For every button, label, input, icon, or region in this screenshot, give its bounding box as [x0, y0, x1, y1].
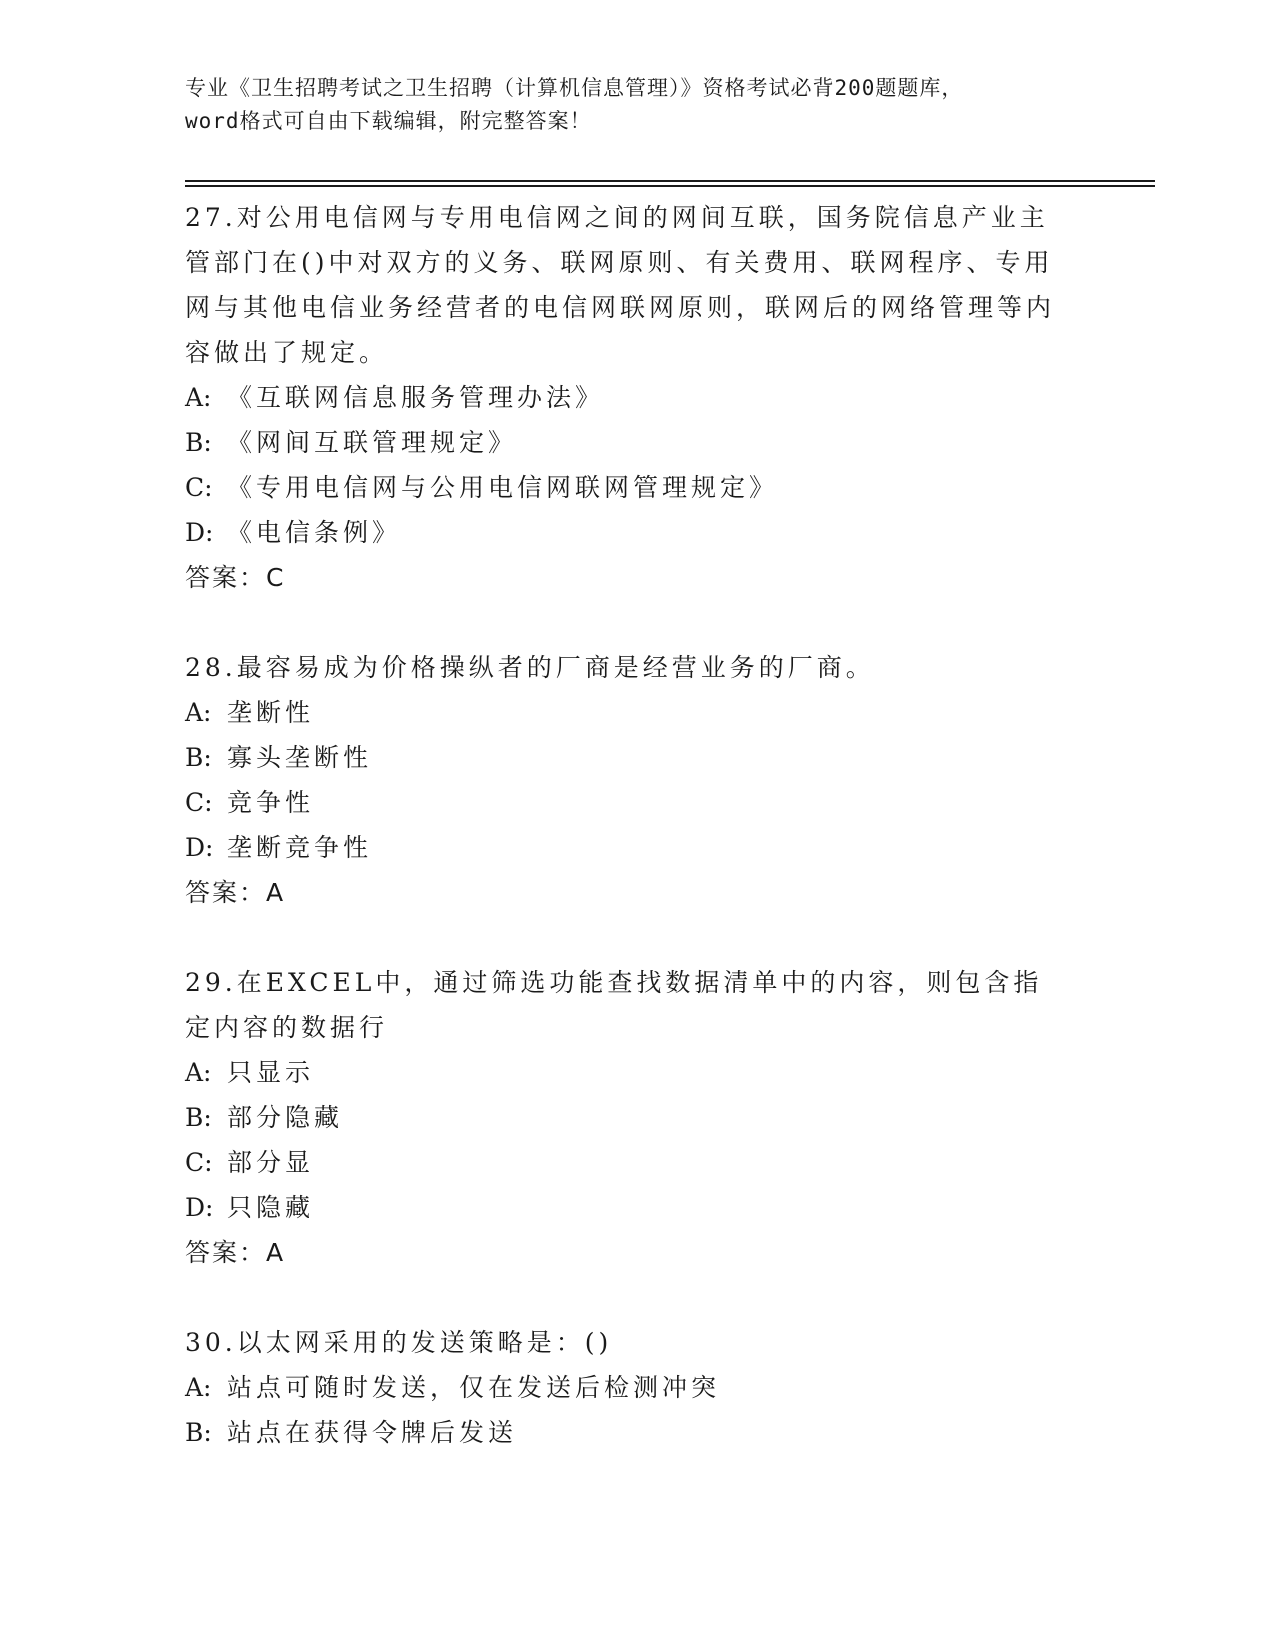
option-text: 部分显 — [227, 1148, 315, 1177]
option-b — [185, 1410, 1065, 1455]
option-text: 《网间互联管理规定》 — [227, 428, 518, 457]
option-text: 站点在获得令牌后发送 — [227, 1418, 518, 1447]
option-a — [185, 690, 1065, 735]
option-text: 竞争性 — [227, 788, 315, 817]
option-text: 站点可随时发送，仅在发送后检测冲突 — [227, 1373, 721, 1402]
option-letter: C: — [185, 1148, 213, 1177]
option-d — [185, 1185, 1065, 1230]
option-letter: B: — [185, 743, 212, 772]
option-letter: C: — [185, 473, 213, 502]
option-text: 《电信条例》 — [227, 518, 402, 547]
option-d — [185, 825, 1065, 870]
document-header-line-2: word格式可自由下载编辑，附完整答案！ — [185, 109, 592, 133]
option-text: 《专用电信网与公用电信网联网管理规定》 — [227, 473, 779, 502]
option-text: 只显示 — [227, 1058, 315, 1087]
option-c — [185, 465, 1065, 510]
question-27 — [185, 195, 1155, 600]
answer-line: 答案：A — [185, 1238, 286, 1267]
question-29 — [185, 960, 1155, 1275]
option-letter: D: — [185, 518, 214, 547]
option-text: 寡头垄断性 — [227, 743, 373, 772]
answer-line: 答案：A — [185, 878, 286, 907]
option-c — [185, 780, 1065, 825]
divider-line — [185, 185, 1155, 187]
option-c — [185, 1140, 1065, 1185]
option-d — [185, 510, 1065, 555]
document-page — [185, 72, 1155, 1500]
option-letter: A: — [185, 1058, 212, 1087]
option-text: 垄断性 — [227, 698, 315, 727]
question-text: 29.在EXCEL中，通过筛选功能查找数据清单中的内容，则包含指定内容的数据行 — [185, 968, 1043, 1042]
option-letter: A: — [185, 698, 212, 727]
option-b — [185, 735, 1065, 780]
option-letter: A: — [185, 383, 212, 412]
option-text: 《互联网信息服务管理办法》 — [227, 383, 605, 412]
option-a — [185, 1050, 1065, 1095]
option-letter: B: — [185, 1418, 212, 1447]
document-header-line-1: 专业《卫生招聘考试之卫生招聘（计算机信息管理）》资格考试必背200题题库， — [185, 76, 964, 100]
option-text: 垄断竞争性 — [227, 833, 373, 862]
question-text: 28.最容易成为价格操纵者的厂商是经营业务的厂商。 — [185, 653, 875, 682]
header-divider — [185, 180, 1155, 187]
option-letter: D: — [185, 833, 214, 862]
question-text: 30.以太网采用的发送策略是：() — [185, 1328, 613, 1357]
option-a — [185, 375, 1065, 420]
option-letter: C: — [185, 788, 213, 817]
option-a — [185, 1365, 1065, 1410]
question-30 — [185, 1320, 1155, 1455]
option-letter: B: — [185, 1103, 212, 1132]
option-b — [185, 1095, 1065, 1140]
option-letter: D: — [185, 1193, 214, 1222]
answer-line: 答案：C — [185, 563, 286, 592]
option-b — [185, 420, 1065, 465]
question-28 — [185, 645, 1155, 915]
option-letter: A: — [185, 1373, 212, 1402]
divider-line — [185, 180, 1155, 182]
question-text: 27.对公用电信网与专用电信网之间的网间互联，国务院信息产业主管部门在()中对双方的义务、联网原则、有关费用、联网程序、专用网与其他电信业务经营者的电信网联网原则，联网后的网络管理等内容做出了规定。 — [185, 203, 1056, 367]
option-text: 部分隐藏 — [227, 1103, 344, 1132]
option-letter: B: — [185, 428, 212, 457]
option-text: 只隐藏 — [227, 1193, 315, 1222]
